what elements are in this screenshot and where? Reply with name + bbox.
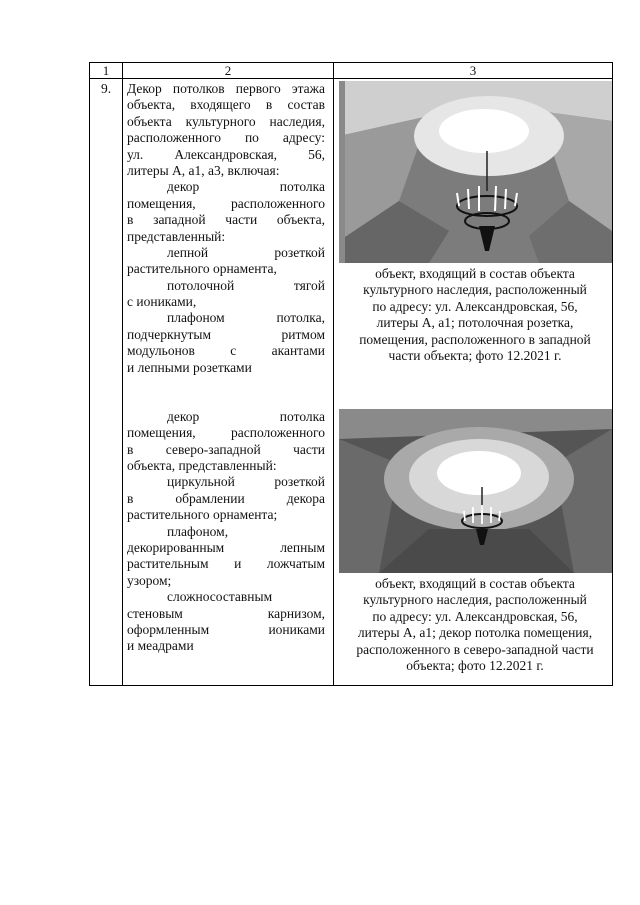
column-divider <box>333 63 334 685</box>
description-line: оформленным иониками <box>127 621 325 637</box>
description-line: декорированным лепным <box>127 539 325 555</box>
description-line: литеры А, а1, а3, включая: <box>127 162 280 178</box>
description-line: циркульной розеткой <box>167 474 325 490</box>
description-line: в западной части объекта, <box>127 212 325 228</box>
header-col-2: 2 <box>224 63 232 78</box>
caption-line: литеры А, а1; декор потолка помещения, <box>357 625 593 641</box>
description-line: растительного орнамента; <box>127 507 278 523</box>
caption-line: объекта; фото 12.2021 г. <box>406 658 544 674</box>
object-description <box>127 81 325 655</box>
description-line: растительного орнамента, <box>127 261 277 277</box>
description-line: сложносоставным <box>167 589 273 605</box>
header-col-1: 1 <box>102 63 110 78</box>
caption-line: части объекта; фото 12.2021 г. <box>388 348 562 364</box>
photo-caption-2 <box>335 576 615 674</box>
description-line: и лепными розетками <box>127 359 252 375</box>
description-line: стеновым карнизом, <box>127 605 325 621</box>
description-line: с иониками, <box>127 294 197 310</box>
description-line: растительным и ложчатым <box>127 556 325 572</box>
caption-line: культурного наследия, расположенный <box>363 282 587 298</box>
description-line: модульонов с акантами <box>127 343 325 359</box>
caption-line: по адресу: ул. Александровская, 56, <box>372 298 578 314</box>
description-line: декор потолка <box>167 179 325 195</box>
caption-line: помещения, расположенного в западной <box>359 331 591 347</box>
description-line: декор потолка <box>167 408 325 424</box>
caption-line: объект, входящий в состав объекта <box>375 266 575 281</box>
heritage-table <box>89 62 613 686</box>
description-line: и меадрами <box>127 638 194 654</box>
description-line: объекта культурного наследия, <box>127 113 325 129</box>
description-line <box>127 392 325 408</box>
header-col-3: 3 <box>469 63 477 78</box>
caption-line: литеры А, а1; потолочная розетка, <box>376 315 574 331</box>
description-line: в северо-западной части <box>127 441 325 457</box>
photo-caption-1 <box>335 266 615 364</box>
caption-line: объект, входящий в состав объекта <box>375 576 575 591</box>
caption-line: культурного наследия, расположенный <box>363 592 587 608</box>
column-divider <box>122 63 123 685</box>
caption-line: по адресу: ул. Александровская, 56, <box>372 608 578 624</box>
description-line: помещения, расположенного <box>127 195 325 211</box>
caption-line: расположенного в северо-западной части <box>356 641 594 657</box>
description-line: объекта, представленный: <box>127 457 277 473</box>
description-line: потолочной тягой <box>167 277 325 293</box>
description-line <box>127 376 325 392</box>
description-line: помещения, расположенного <box>127 425 325 441</box>
description-line: объекта, входящего в состав <box>127 97 325 113</box>
description-line: плафоном потолка, <box>167 310 325 326</box>
ceiling-rosette-chandelier-photo <box>339 81 612 263</box>
ceiling-decor-chandelier-photo <box>339 409 612 573</box>
description-line: подчеркнутым ритмом <box>127 326 325 342</box>
description-line: представленный: <box>127 228 226 244</box>
description-line: ул. Александровская, 56, <box>127 146 325 162</box>
row-number: 9. <box>100 81 112 96</box>
description-line: расположенного по адресу: <box>127 130 325 146</box>
description-line: плафоном, <box>167 523 229 539</box>
description-line: узором; <box>127 572 172 588</box>
description-line: в обрамлении декора <box>127 490 325 506</box>
description-line: лепной розеткой <box>167 244 325 260</box>
description-line: Декор потолков первого этажа <box>127 81 325 96</box>
